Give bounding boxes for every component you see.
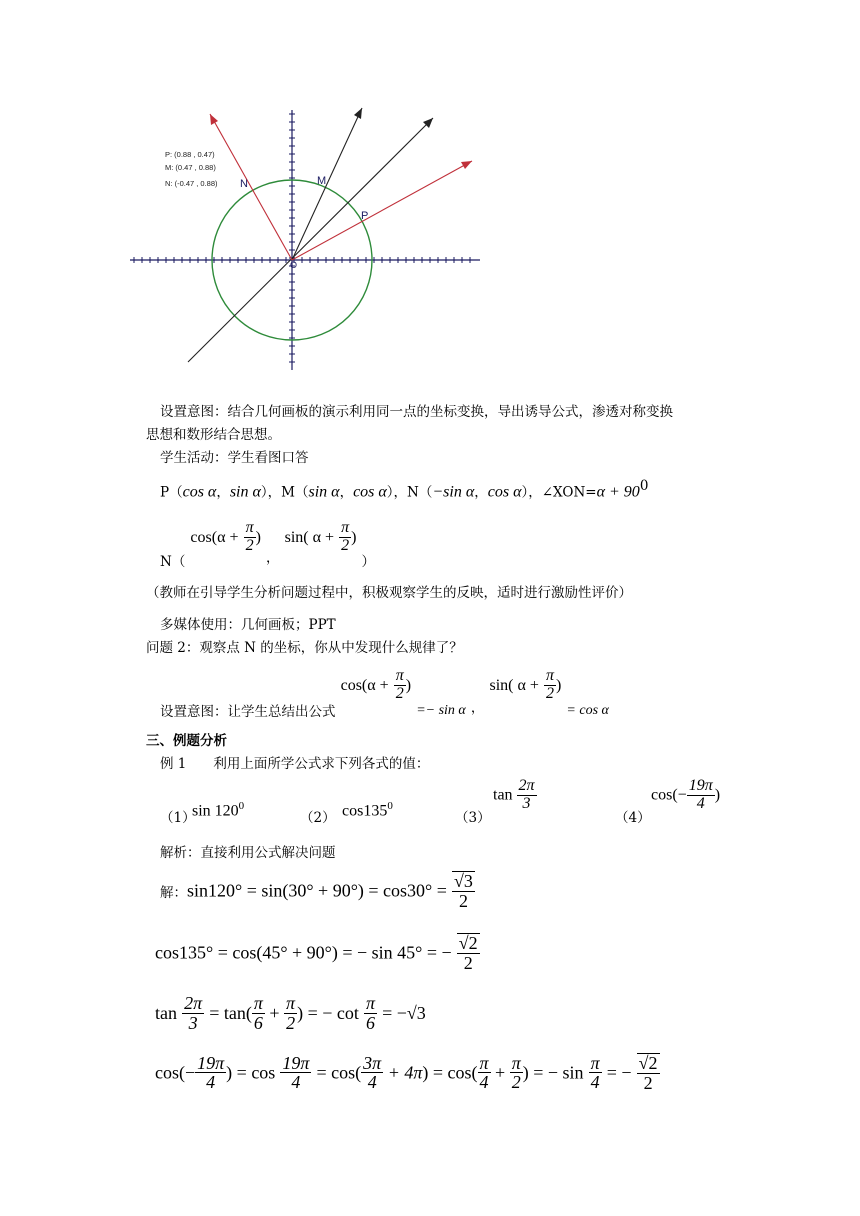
n-cos-frac: $\frac{\pi}{2}$ bbox=[245, 519, 254, 554]
legend-p: P: (0.88 , 0.47) bbox=[165, 150, 215, 159]
item-4-expr: cos(− $\frac{19\pi}{4}$ ) bbox=[651, 777, 721, 812]
analysis-line: 解析：直接利用公式解决问题 bbox=[160, 845, 336, 861]
intent-paragraph-line1: 设置意图：结合几何画板的演示利用同一点的坐标变换，导出诱导公式，渗透对称变换 bbox=[160, 404, 673, 420]
media-use: 多媒体使用：几何画板；PPT bbox=[160, 617, 336, 633]
intent-paragraph-line2: 思想和数形结合思想。 bbox=[146, 427, 281, 443]
solution-line-3: tan $\frac{2\pi}{3}$ = tan( $\frac{\pi}{6}$ + $\frac{\pi}{2}$ ) = − cot $\frac{\pi}{6}$ = −√3 bbox=[155, 993, 426, 1033]
label-p: P bbox=[361, 210, 369, 222]
p-x: cos α bbox=[182, 483, 217, 501]
ray-m bbox=[292, 108, 362, 260]
arrow-head-ray-p bbox=[461, 161, 472, 169]
ray-n bbox=[210, 114, 292, 260]
solution-line-2: cos135° = cos(45° + 90°) = − sin 45° = − $\frac{√2}{2}$ bbox=[155, 933, 478, 973]
label-n: N bbox=[240, 178, 248, 190]
intent-2-label: 设置意图：让学生总结出公式 bbox=[160, 703, 336, 720]
item-4-label: （4） bbox=[615, 810, 651, 826]
intent-2-eq1: =− sin α bbox=[416, 702, 466, 718]
m-x: sin α bbox=[308, 483, 340, 501]
angle-sup: 0 bbox=[639, 478, 649, 494]
diagonal-line bbox=[188, 118, 433, 362]
n-y: cos α bbox=[487, 483, 522, 501]
example-1: 例 1 利用上面所学公式求下列各式的值： bbox=[160, 756, 430, 772]
label-m: M bbox=[317, 175, 327, 187]
p-y: sin α bbox=[229, 483, 261, 501]
solution-line-4: cos(− $\frac{19\pi}{4}$ ) = cos $\frac{19\pi}{4}$ = cos( $\frac{3\pi}{4}$ + 4π) = cos( $\frac{\pi}{4}$ + $\frac{\pi}{2}$ ) = − sin $\frac{\pi}{4}$ = − $\frac{√2}{2}$ bbox=[155, 1052, 658, 1093]
question-2: 问题 2：观察点 N 的坐标，你从中发现什么规律了？ bbox=[146, 640, 463, 656]
m-prefix: ），M（ bbox=[260, 484, 309, 501]
n-sin-frac: $\frac{\pi}{2}$ bbox=[341, 519, 350, 554]
p-prefix: P（ bbox=[160, 484, 183, 501]
item-1-expr: $\sin 120^0$ bbox=[192, 800, 245, 820]
coordinates-line: P（cos α，sin α），M（sin α，cos α），N（−sin α，cos α），∠XON=α + $90^0$ bbox=[160, 478, 649, 501]
n-coordinate-line: $_{N(}$ cos(α + $\frac{\pi}{2}$ ) $_,$ sin( α + $\frac{\pi}{2}$ ) $_)$ bbox=[160, 519, 376, 570]
n-cos-part: cos(α + bbox=[190, 528, 239, 546]
solution-line-1: 解：sin120° = sin(30° + 90°) = cos30° = $\frac{√3}{2}$ bbox=[160, 871, 473, 911]
arrow-head-ray-n bbox=[210, 114, 218, 125]
label-o: O bbox=[290, 260, 298, 270]
n-x: −sin α bbox=[432, 483, 475, 501]
item-3-expr: tan $\frac{2\pi}{3}$ bbox=[493, 777, 535, 812]
n-sin-part: sin( α + bbox=[284, 528, 334, 546]
unit-circle-figure bbox=[120, 100, 490, 375]
angle-value: α + 90 bbox=[596, 483, 640, 501]
intent-2-line: $_{设置意图:让学生总结出公式}$ cos(α + $\frac{\pi}{2}$ ) =− sin α $_,$ sin( α + $\frac{\pi}{2}$ ) = cos α bbox=[160, 667, 609, 720]
item-2-expr: $\cos 135^0$ bbox=[342, 800, 393, 820]
legend-n: N: (-0.47 , 0.88) bbox=[165, 179, 218, 188]
item-1-label: （1） bbox=[160, 810, 196, 826]
item-3-label: （3） bbox=[455, 810, 491, 826]
teacher-note: （教师在引导学生分析问题过程中，积极观察学生的反映，适时进行激励性评价） bbox=[146, 585, 632, 601]
m-y: cos α bbox=[353, 483, 387, 501]
n-prefix: ），N（ bbox=[386, 484, 433, 501]
intent-2-eq2: = cos α bbox=[566, 702, 609, 718]
legend-m: M: (0.47 , 0.88) bbox=[165, 163, 216, 172]
section-3-heading: 三、例题分析 bbox=[146, 733, 227, 749]
angle-label: ），∠XON= bbox=[521, 484, 597, 501]
n-line-prefix: N（ bbox=[160, 553, 186, 570]
student-activity: 学生活动：学生看图口答 bbox=[160, 450, 309, 466]
item-2-label: （2） bbox=[300, 810, 336, 826]
